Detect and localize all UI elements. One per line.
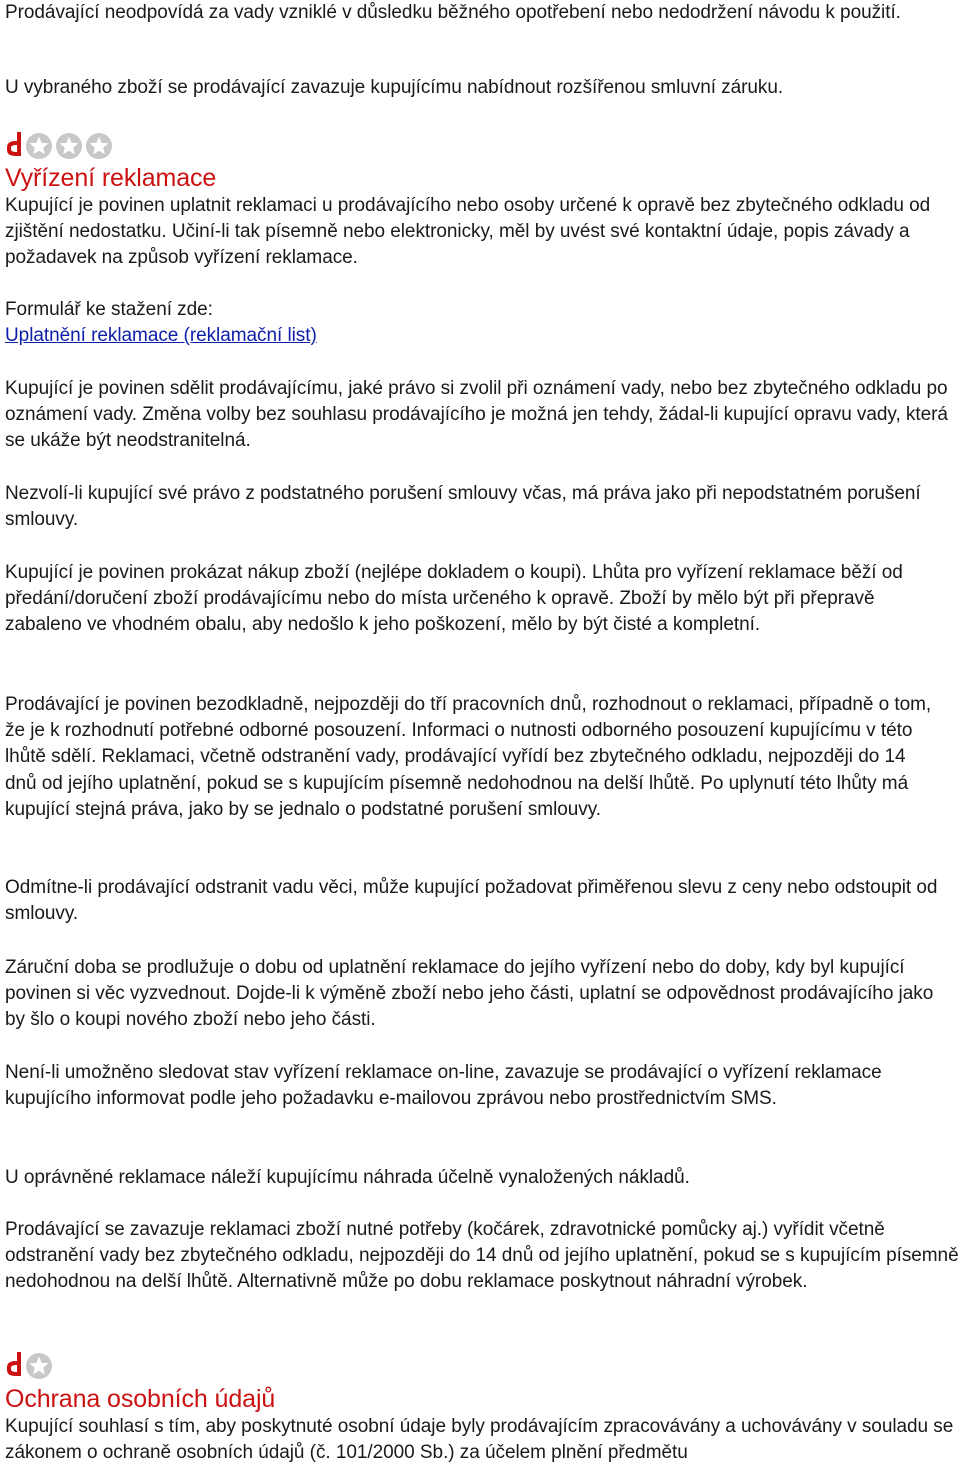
d-logo-icon: [5, 130, 23, 160]
form-label: Formulář ke stažení zde:: [5, 299, 213, 320]
star-icon: [25, 1352, 53, 1380]
claims-paragraph-8: Není-li umožněno sledovat stav vyřízení reklamace on-line, zavazuje se prodávající o vyřízení reklamace kupujícího informovat podle jeho požadavku e-mailovou zprávou nebo prostřednictvím SMS.: [5, 1062, 882, 1110]
claims-paragraph-9: U oprávněné reklamace náleží kupujícímu náhrada účelně vynaložených nákladů.: [5, 1167, 690, 1188]
star-icon: [25, 132, 53, 160]
claims-paragraph-5: Prodávající je povinen bezodkladně, nejpozději do tří pracovních dnů, rozhodnout o reklamaci, případně o tom, že je k rozhodnutí potřebné odborné posouzení. Informaci o nutnosti odborného posouzení kupujícímu v této lhůtě sdělí. Reklamaci, včetně odstranění vady, prodávající vyřídí bez zbytečného odkladu, nejpozději do 14 dnů od jejího uplatnění, pokud se s kupujícím písemně nedohodnou na delší lhůtě. Po uplynutí této lhůty má kupující stejná práva, jako by se jednalo o podstatné porušení smlouvy.: [5, 694, 932, 820]
intro-paragraph-extended-warranty: U vybraného zboží se prodávající zavazuje kupujícímu nabídnout rozšířenou smluvní záruku.: [5, 77, 784, 98]
star-icon: [55, 132, 83, 160]
d-logo-icon: [5, 1350, 23, 1380]
claims-paragraph-1: Kupující je povinen uplatnit reklamaci u prodávajícího nebo osoby určené k opravě bez zbytečného odkladu od zjištění nedostatku. Učiní-li tak písemně nebo elektronicky, měl by uvést své kontaktní údaje, popis závady a požadavek na způsob vyřízení reklamace.: [5, 195, 931, 269]
heading-privacy: Ochrana osobních údajů: [5, 1385, 276, 1413]
intro-paragraph-wear: Prodávající neodpovídá za vady vzniklé v důsledku běžného opotřebení nebo nedodržení návodu k použití.: [5, 2, 901, 23]
privacy-paragraph-1: Kupující souhlasí s tím, aby poskytnuté osobní údaje byly prodávajícím zpracovávány a uchovávány v souladu se zákonem o ochraně osobních údajů (č. 101/2000 Sb.) za účelem plnění předmětu: [5, 1416, 954, 1464]
claims-paragraph-6: Odmítne-li prodávající odstranit vadu věci, může kupující požadovat přiměřenou slevu z ceny nebo odstoupit od smlouvy.: [5, 877, 938, 925]
section-claims-icons: [5, 130, 113, 160]
claims-paragraph-7: Záruční doba se prodlužuje o dobu od uplatnění reklamace do jejího vyřízení nebo do doby, kdy byl kupující povinen si věc vyzvednout. Dojde-li k výměně zboží nebo jeho části, uplatní se odpovědnost prodávajícího jako by šlo o koupi nového zboží nebo jeho části.: [5, 957, 934, 1031]
section-privacy-icons: [5, 1350, 53, 1380]
claims-paragraph-3: Nezvolí-li kupující své právo z podstatného porušení smlouvy včas, má práva jako při nepodstatném porušení smlouvy.: [5, 483, 921, 531]
star-icon: [85, 132, 113, 160]
claims-paragraph-2: Kupující je povinen sdělit prodávajícímu, jaké právo si zvolil při oznámení vady, nebo bez zbytečného odkladu po oznámení vady. Změna volby bez souhlasu prodávajícího je možná jen tehdy, žádal-li kupující opravu vady, která se ukáže být neodstranitelná.: [5, 378, 948, 452]
claim-form-link[interactable]: Uplatnění reklamace (reklamační list): [5, 325, 317, 346]
heading-claims: Vyřízení reklamace: [5, 164, 217, 192]
form-link-row: [5, 323, 317, 349]
claims-paragraph-4: Kupující je povinen prokázat nákup zboží (nejlépe dokladem o koupi). Lhůta pro vyřízení reklamace běží od předání/doručení zboží prodávajícímu nebo do místa určeného k opravě. Zboží by mělo být při přepravě zabaleno ve vhodném obalu, aby nedošlo k jeho poškození, mělo by být čisté a kompletní.: [5, 562, 903, 636]
claims-paragraph-10: Prodávající se zavazuje reklamaci zboží nutné potřeby (kočárek, zdravotnické pomůcky aj.) vyřídit včetně odstranění vady bez zbytečného odkladu, nejpozději do 14 dnů od jejího uplatnění, pokud se s kupujícím písemně nedohodnou na delší lhůtě. Alternativně může po dobu reklamace poskytnout náhradní výrobek.: [5, 1219, 959, 1293]
